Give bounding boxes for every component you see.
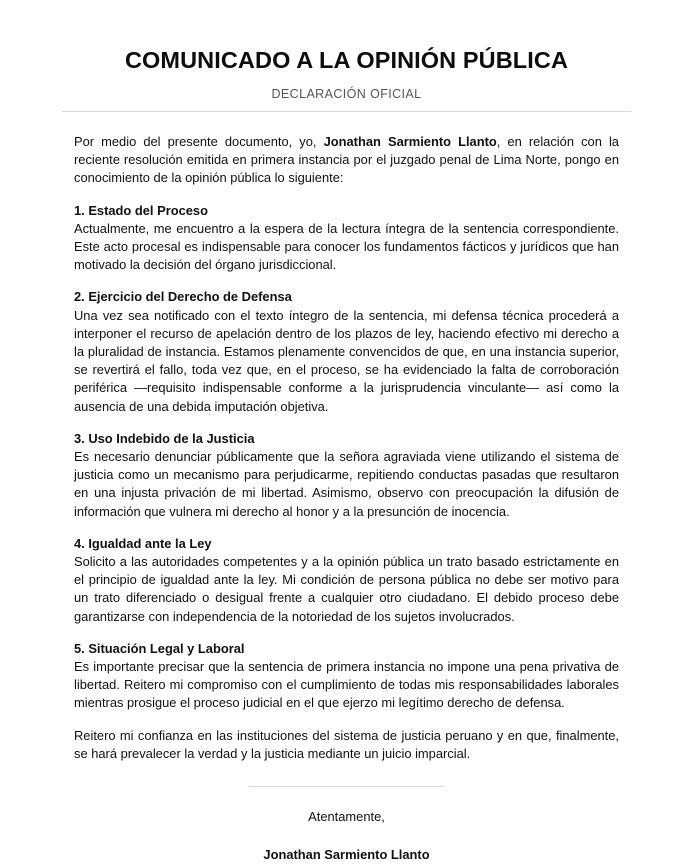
section-title: 4. Igualdad ante la Ley: [74, 535, 212, 551]
section-title: 2. Ejercicio del Derecho de Defensa: [74, 289, 292, 305]
section-situacion-legal: [74, 640, 619, 713]
section-title: 1. Estado del Proceso: [74, 202, 208, 218]
section-title: 5. Situación Legal y Laboral: [74, 640, 245, 656]
section-derecho-de-defensa: [74, 288, 619, 415]
closing-paragraph: Reitero mi confianza en las instituciones del sistema de justicia peruano y en que, finalmente, se hará prevalecer la verdad y la justicia mediante un juicio imparcial.: [74, 727, 619, 761]
section-body: Es importante precisar que la sentencia de primera instancia no impone una pena privativa de libertad. Reitero mi compromiso con el cumplimiento de todas mis responsabilidades laborales mientras prosigue el proceso judicial en el que ejerzo mi legítimo derecho de defensa.: [74, 659, 619, 711]
intro-text-before: Por medio del presente documento, yo,: [74, 134, 324, 149]
section-body: Solicito a las autoridades competentes y a la opinión pública un trato basado estrictamente en el principio de igualdad ante la ley. Mi condición de persona pública no debe ser motivo para un trato diferenciado o desigual frente a cualquier otro ciudadano. El debido proceso debe garantizarse con independencia de la notoriedad de los sujetos involucrados.: [74, 554, 619, 624]
document-subtitle: DECLARACIÓN OFICIAL: [271, 87, 422, 101]
section-body: Es necesario denunciar públicamente que la señora agraviada viene utilizando el sistema de justicia como un mecanismo para perjudicarme, repitiendo conductas pasadas que resultaron en una injusta privación de mi libertad. Asimismo, observo con preocupación la difusión de información que vulnera mi derecho al honor y a la presunción de inocencia.: [74, 449, 619, 519]
signature-name: Jonathan Sarmiento Llanto: [263, 847, 430, 863]
signature-divider: [249, 786, 445, 787]
section-igualdad: [74, 535, 619, 626]
section-uso-indebido: [74, 430, 619, 521]
section-body: Una vez sea notificado con el texto íntegro de la sentencia, mi defensa técnica procederá a interponer el recurso de apelación dentro de los plazos de ley, haciendo efectivo mi derecho a la pluralidad de instancia. Estamos plenamente convencidos de que, en una instancia superior, se revertirá el fallo, toda vez que, en el proceso, se ha evidenciado la falta de corroboración periférica —requisito indispensable conforme a la jurisprudencia vinculante— así como la ausencia de una debida imputación objetiva.: [74, 307, 619, 414]
header-divider: [62, 111, 631, 112]
intro-text-after: , en relación con la reciente resolución emitida en primera instancia por el juzgado penal de Lima Norte, pongo en conocimiento de la opinión pública lo siguiente:: [74, 134, 619, 186]
section-body: Actualmente, me encuentro a la espera de la lectura íntegra de la sentencia correspondiente. Este acto procesal es indispensable para conocer los fundamentos fácticos y jurídicos que han motivado la decisión del órgano jurisdiccional.: [74, 220, 619, 273]
section-title: 3. Uso Indebido de la Justicia: [74, 430, 255, 446]
document-title: COMUNICADO A LA OPINIÓN PÚBLICA: [124, 47, 569, 73]
document-body: [74, 133, 619, 763]
section-estado-del-proceso: [74, 202, 619, 275]
intro-paragraph: [74, 133, 619, 188]
signature-greeting: Atentamente,: [308, 809, 385, 825]
intro-author-name: Jonathan Sarmiento Llanto: [323, 134, 497, 149]
